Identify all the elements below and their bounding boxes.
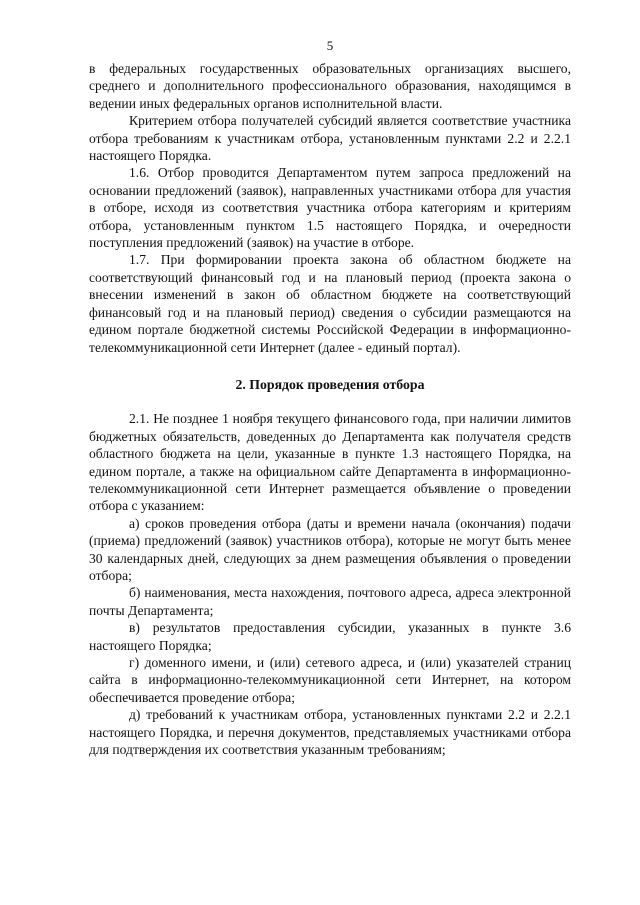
list-item-a: а) сроков проведения отбора (даты и времени начала (окончания) подачи (приема) предложений (заявок) участников отбора), которые не могут быть менее 30 календарных дней, следующих за днем размещения объявления о проведении отбора;: [89, 515, 571, 583]
paragraph-continuation: в федеральных государственных образовательных организациях высшего, среднего и дополнительного профессионального образования, находящимся в ведении иных федеральных органов исполнительной власти.: [89, 61, 571, 111]
list-item-d: д) требований к участникам отбора, установленных пунктами 2.2 и 2.2.1 настоящего Порядка, и перечня документов, представляемых участниками отбора для подтверждения их соответствия указанным требованиям;: [89, 707, 571, 758]
page-number: 5: [326, 38, 334, 53]
paragraph-selection-criterion: Критерием отбора получателей субсидий является соответствие участника отбора требованиям к участникам отбора, установленным пунктами 2.2 и 2.2.1 настоящего Порядка.: [89, 113, 571, 164]
section-heading: 2. Порядок проведения отбора: [235, 376, 425, 392]
list-item-g: г) доменного имени, и (или) сетевого адреса, и (или) указателей страниц сайта в информационно-телекоммуникационной сети Интернет, на котором обеспечивается проведение отбора;: [89, 655, 571, 705]
paragraph-1-6: 1.6. Отбор проводится Департаментом путем запроса предложений на основании предложений (заявок), направленных участниками отбора для участия в отборе, исходя из соответствия участника отбора категориям и критериям отбора, установленным пунктом 1.5 настоящего Порядка, и очередности поступления предложений (заявок) на участие в отборе.: [89, 165, 571, 251]
list-item-b: б) наименования, места нахождения, почтового адреса, адреса электронной почты Департамента;: [89, 585, 571, 618]
document-body: [89, 60, 571, 758]
paragraph-1-7: 1.7. При формировании проекта закона об областном бюджете на соответствующий финансовый год и на плановый период (проекта закона о внесении изменений в закон об областном бюджете на соответствующий финансовый год и на плановый период) сведения о субсидии размещаются на едином портале бюджетной системы Российской Федерации в информационно-телекоммуникационной сети Интернет (далее - единый портал).: [89, 252, 571, 355]
paragraph-2-1: 2.1. Не позднее 1 ноября текущего финансового года, при наличии лимитов бюджетных обязательств, доведенных до Департамента как получателя средств областного бюджета на цели, указанные в пункте 1.3 настоящего Порядка, на едином портале, а также на официальном сайте Департамента в информационно-телекоммуникационной сети Интернет размещается объявление о проведении отбора с указанием:: [89, 411, 571, 514]
list-item-v: в) результатов предоставления субсидии, указанных в пункте 3.6 настоящего Порядка;: [89, 620, 571, 653]
